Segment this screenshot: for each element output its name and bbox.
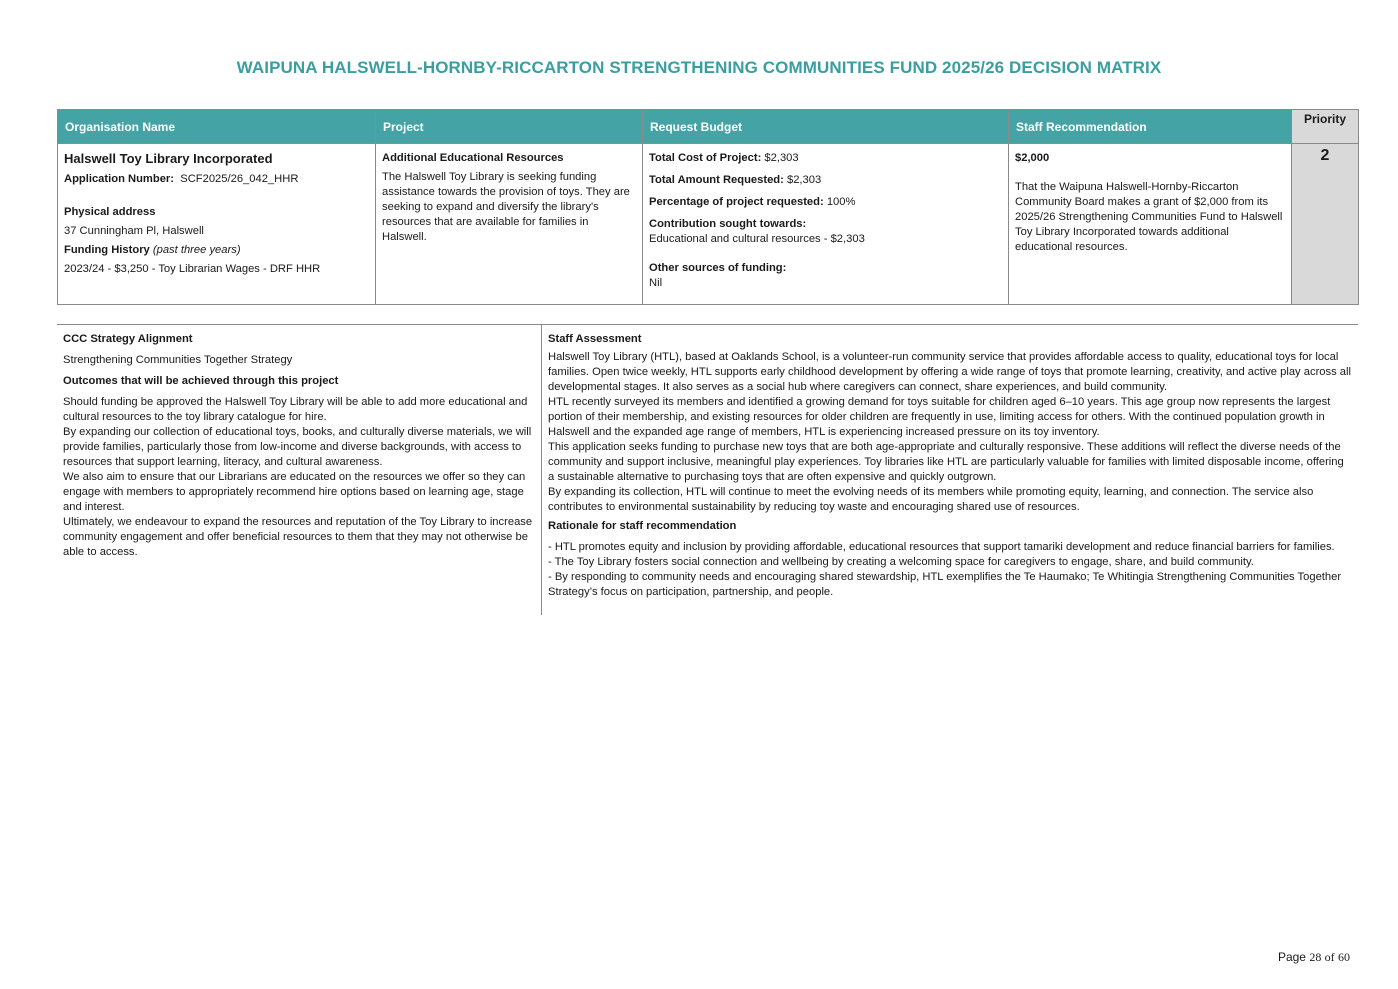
rationale-item: - The Toy Library fosters social connection and wellbeing by creating a welcoming space for caregivers to engage, share, and build community.: [548, 556, 1254, 568]
rationale-item: - By responding to community needs and encouraging shared stewardship, HTL exemplifies the Te Haumako; Te Whitingia Strengthening Communities Together Strategy’s focus on participation, partnership, and people.: [548, 571, 1342, 598]
contribution-label: Contribution sought towards:: [649, 218, 807, 230]
rationale-item: - HTL promotes equity and inclusion by providing affordable, educational resources that support tamariki development and reduce financial barriers for families.: [548, 541, 1335, 553]
physical-address-value: 37 Cunningham Pl, Halswell: [64, 225, 204, 237]
assessment-paragraph: By expanding its collection, HTL will continue to meet the evolving needs of its members while promoting equity, learning, and connection. The service also contributes to environmental sustainability by reducing toy waste and encouraging shared use of resources.: [548, 486, 1314, 513]
funding-history-note: (past three years): [152, 244, 241, 256]
strategy-alignment-column: [57, 325, 541, 567]
staff-assessment-heading: Staff Assessment: [548, 333, 642, 345]
staff-recommendation-cell: [1009, 144, 1292, 305]
outcomes-heading: Outcomes that will be achieved through this project: [63, 375, 339, 387]
percentage-requested-label: Percentage of project requested:: [649, 196, 824, 208]
table-row: [58, 144, 1359, 305]
strategy-alignment-heading: CCC Strategy Alignment: [63, 333, 193, 345]
contribution-value: Educational and cultural resources - $2,303: [649, 233, 865, 245]
page-label: Page: [1277, 950, 1306, 964]
application-number: [64, 172, 369, 187]
page-total: 60: [1338, 950, 1350, 964]
organisation-cell: [58, 144, 376, 305]
header-request-budget: Request Budget: [643, 110, 1009, 144]
assessment-paragraph: Halswell Toy Library (HTL), based at Oaklands School, is a volunteer-run community service that provides affordable access to quality, educational toys for local families. Open twice weekly, HTL supports early childhood development by offering a wide range of toys that promote learning, creativity, and active play across all developmental stages. It also serves as a social hub where caregivers can connect, share experiences, and build community.: [548, 351, 1352, 393]
project-cell: [376, 144, 643, 305]
staff-assessment-column: [541, 325, 1358, 615]
recommendation-text: That the Waipuna Halswell-Hornby-Riccarton Community Board makes a grant of $2,000 from its 2025/26 Strengthening Communities Fund to Halswell Toy Library Incorporated towards additional educational resources.: [1015, 181, 1283, 253]
rationale-heading: Rationale for staff recommendation: [548, 520, 737, 532]
header-project: Project: [376, 110, 643, 144]
header-priority: Priority: [1292, 110, 1359, 144]
outcome-paragraph: By expanding our collection of educational toys, books, and culturally diverse materials, we will provide families, particularly those from low-income and diverse backgrounds, with access to resources that support learning, literacy, and cultural awareness.: [63, 426, 532, 468]
decision-matrix-table: [57, 109, 1359, 305]
total-cost-value: $2,303: [764, 152, 799, 164]
assessment-paragraph: HTL recently surveyed its members and identified a growing demand for toys suitable for children aged 6–10 years. This age group now represents the largest portion of their membership, and existing resources for older children are frequently in use, limiting access for others. With the continued population growth in Halswell and the expanded age range of members, HTL is experiencing increased pressure on its toy inventory.: [548, 396, 1331, 438]
assessment-section: [57, 324, 1358, 598]
total-cost: [649, 151, 1002, 166]
funding-history-label: Funding History: [64, 244, 150, 256]
application-number-label: Application Number:: [64, 173, 175, 185]
outcome-paragraph: Should funding be approved the Halswell Toy Library will be able to add more educational and cultural resources to the toy library catalogue for hire.: [63, 396, 528, 423]
outcome-paragraph: Ultimately, we endeavour to expand the resources and reputation of the Toy Library to increase community engagement and offer beneficial resources to them that they may not otherwise be able to access.: [63, 516, 533, 558]
other-funding-label: Other sources of funding:: [649, 262, 787, 274]
amount-requested-label: Total Amount Requested:: [649, 174, 784, 186]
table-header-row: [58, 110, 1359, 144]
amount-requested-value: $2,303: [786, 174, 822, 186]
percentage-requested: [649, 195, 1002, 210]
strategy-name: Strengthening Communities Together Strategy: [63, 354, 293, 366]
request-budget-cell: [643, 144, 1009, 305]
application-number-value: SCF2025/26_042_HHR: [180, 173, 299, 185]
header-staff-recommendation: Staff Recommendation: [1009, 110, 1292, 144]
funding-history-value: 2023/24 - $3,250 - Toy Librarian Wages - DRF HHR: [64, 263, 321, 275]
project-description: The Halswell Toy Library is seeking funding assistance towards the provision of toys. They are seeking to expand and diversify the library's resources that are available for families in Halswell.: [382, 171, 630, 243]
organisation-name: Halswell Toy Library Incorporated: [64, 151, 273, 166]
physical-address-label: Physical address: [64, 206, 156, 218]
priority-value: 2: [1292, 144, 1359, 305]
total-cost-label: Total Cost of Project:: [649, 152, 762, 164]
amount-requested: [649, 173, 1002, 188]
page-of-label: of: [1324, 950, 1335, 964]
header-organisation-name: Organisation Name: [58, 110, 376, 144]
page-footer: [1278, 950, 1350, 965]
recommended-amount: $2,000: [1015, 152, 1050, 164]
assessment-paragraph: This application seeks funding to purchase new toys that are both age-appropriate and culturally responsive. These additions will reflect the diverse needs of the community and support inclusive, meaningful play experiences. Toy libraries like HTL are particularly valuable for families with limited disposable income, offering a sustainable alternative to purchasing toys that are often expensive and quickly outgrown.: [548, 441, 1344, 483]
project-title: Additional Educational Resources: [382, 152, 564, 164]
outcome-paragraph: We also aim to ensure that our Librarians are educated on the resources we offer so they can engage with members to appropriately recommend hire options based on learning age, stage and interest.: [63, 471, 526, 513]
page-number: 28: [1309, 950, 1322, 964]
page-title: WAIPUNA HALSWELL-HORNBY-RICCARTON STRENGTHENING COMMUNITIES FUND 2025/26 DECISION MATRIX: [236, 58, 1162, 77]
funding-history: [64, 243, 369, 258]
other-funding-value: Nil: [649, 277, 663, 289]
percentage-requested-value: 100%: [826, 196, 856, 208]
